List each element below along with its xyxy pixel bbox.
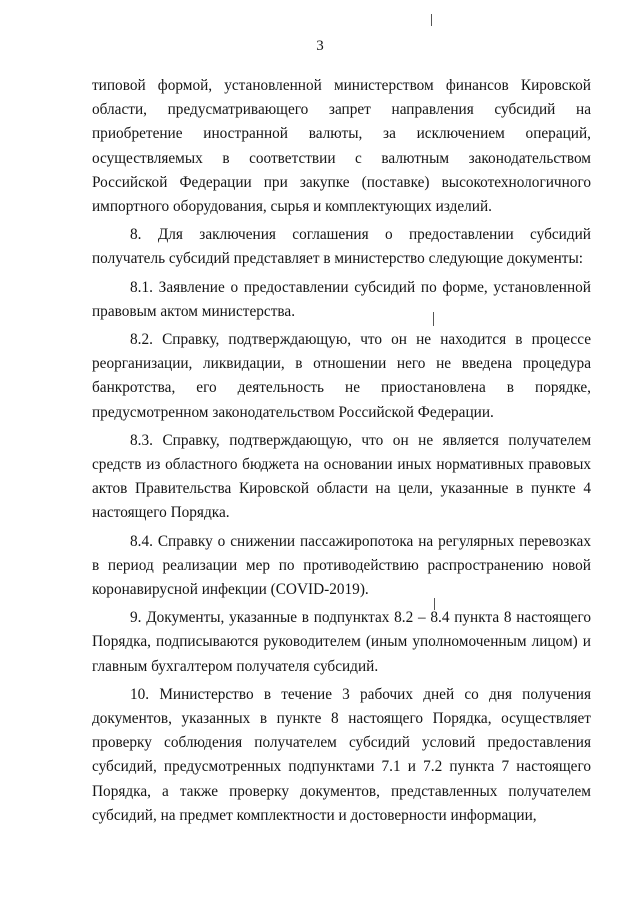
paragraph-8-2: 8.2. Справку, подтверждающую, что он не находится в процессе реорганизации, ликвидации, в отношении него не введена процедура банкротства, его деятельность не приостановлена в порядке, предусмотренном законодательством Российской Федерации. bbox=[92, 331, 591, 421]
paragraph-10: 10. Министерство в течение 3 рабочих дней со дня получения документов, указанных в пункте 8 настоящего Порядка, осуществляет проверку соблюдения получателем субсидий условий предоставления субсидий, предусмотренных подпунктами 7.1 и 7.2 пункта 7 настоящего Порядка, а также проверку документов, представленных получателем субсидий, на предмет комплектности и достоверности информации, bbox=[92, 685, 591, 824]
document-body bbox=[92, 74, 591, 832]
page-number: 3 bbox=[316, 38, 324, 54]
paragraph-8-1: 8.1. Заявление о предоставлении субсидий по форме, установленной правовым актом министерства. bbox=[92, 278, 591, 320]
paragraph-8: 8. Для заключения соглашения о предоставлении субсидий получатель субсидий представляет в министерство следующие документы: bbox=[92, 226, 591, 268]
paragraph-9: 9. Документы, указанные в подпунктах 8.2 – 8.4 пункта 8 настоящего Порядка, подписываются руководителем (иным уполномоченным лицом) и главным бухгалтером получателя субсидий. bbox=[92, 609, 591, 675]
paragraph-8-4: 8.4. Справку о снижении пассажиропотока на регулярных перевозках в период реализации мер по противодействию распространению новой коронавирусной инфекции (COVID-2019). bbox=[92, 532, 591, 599]
scan-artifact bbox=[431, 14, 432, 26]
paragraph-continuation: типовой формой, установленной министерством финансов Кировской области, предусматривающего запрет направления субсидий на приобретение иностранной валюты, за исключением операций, осуществляемых в соответствии с валютным законодательством Российской Федерации при закупке (поставке) высокотехнологичного импортного оборудования, сырья и комплектующих изделий. bbox=[92, 77, 591, 216]
paragraph-8-3: 8.3. Справку, подтверждающую, что он не является получателем средств из областного бюджета на основании иных нормативных правовых актов Правительства Кировской области на цели, указанные в пункте 4 настоящего Порядка. bbox=[92, 431, 591, 522]
